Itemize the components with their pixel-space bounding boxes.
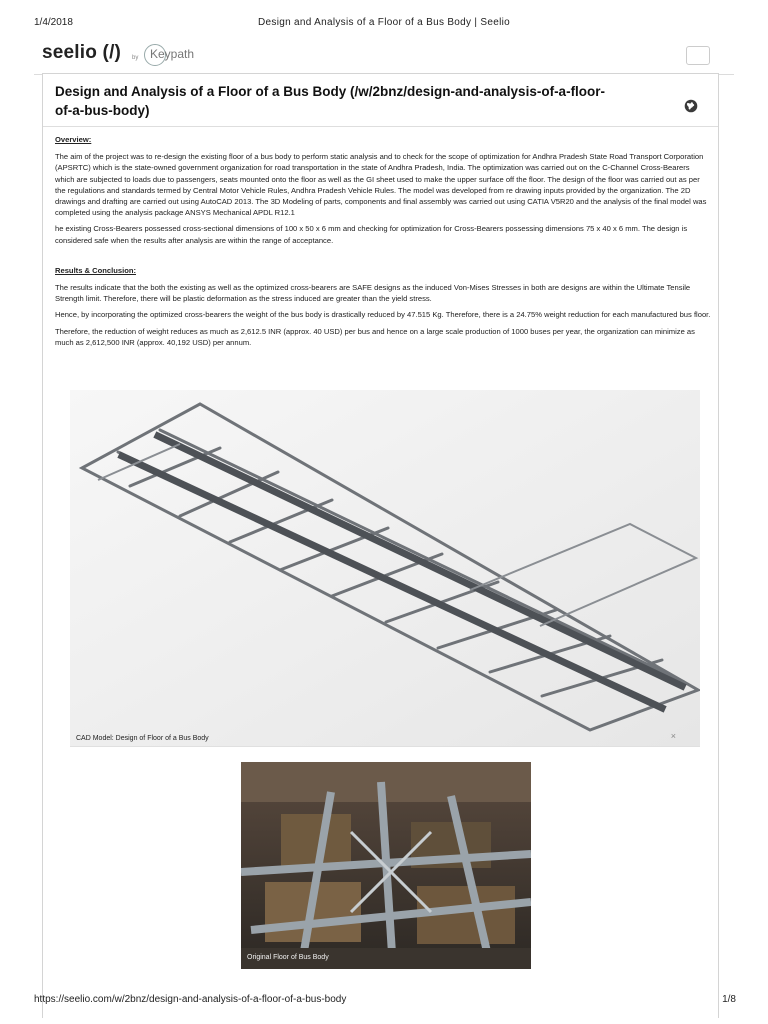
keypath-brand [132,44,195,66]
print-page-number: 1/8 [722,994,736,1005]
results-paragraph-2: Hence, by incorporating the optimized cross-bearers the weight of the bus body is drastically reduced by 47.515 Kg. Therefore, there is a 24.75% weight reduction for each manufactured bus floor. [55,310,711,320]
photo-caption: Original Floor of Bus Body [247,954,329,961]
results-heading: Results & Conclusion: [55,265,137,275]
original-floor-photo [241,762,531,969]
project-header [43,74,718,127]
seelio-logo-link[interactable]: seelio (/) [42,42,122,63]
page-title-link[interactable]: Design and Analysis of a Floor of a Bus Body (/w/2bnz/design-and-analysis-of-a-floor-of-a-bus-body) [55,84,606,118]
cad-model-drawing [70,390,700,746]
close-icon[interactable]: × [670,731,676,741]
site-header [34,38,734,75]
overview-paragraph-1: The aim of the project was to re-design the existing floor of a bus body to perform static analysis and to check for the scope of optimization for Andhra Pradesh State Road Transport Corporation (APSRTC) which is the state-owned government organization for road transportation in the state of Andhra Pradesh, India. The optimization was carried out on the C-Channel Cross-Bearers which are subjected to loads due to passengers, seats mounted onto the floor as well as the GI sheet used to make the upper surface off the floor. The design of the floor was carried out as per the regulations and standards termed by Central Motor Vehicle Rules, Andhra Pradesh Vehicle Rules. The model was developed from re drawing inputs provided by the organization. The 2D drawings and drafting are carried out using AutoCAD 2013. The 3D Modeling of parts, components and final assembly was carried out using CATIA V5R20 and the analysis of the final model was completed using the analysis package ANSYS Mechanical APDL R12.1 [55,152,707,218]
brand-by-text: by [132,55,139,61]
project-description [55,134,711,353]
results-paragraph-1: The results indicate that the both the existing as well as the optimized cross-bearers are SAFE designs as the induced Von-Mises Stresses in both are designs are within the Ultimate Tensile Strength limit. Therefore, there will be plastic deformation as the stress induced are greater than the yield stress. [55,283,691,304]
floor-photo-drawing [241,762,531,969]
print-date: 1/4/2018 [34,17,73,28]
print-title: Design and Analysis of a Floor of a Bus Body | Seelio [258,17,510,28]
project-card [42,73,719,1018]
menu-button[interactable] [686,46,710,65]
brand-name: Keypath [150,47,195,61]
globe-icon[interactable] [684,99,698,113]
overview-heading: Overview: [55,135,92,144]
print-header [0,17,768,31]
print-url: https://seelio.com/w/2bnz/design-and-analysis-of-a-floor-of-a-bus-body [34,994,347,1005]
results-paragraph-3: Therefore, the reduction of weight reduces as much as 2,612.5 INR (approx. 40 USD) per bus and hence on a large scale production of 1000 buses per year, the organization can minimize as much as 2,612,500 INR (approx. 40,192 USD) per annum. [55,326,695,347]
cad-model-image [70,390,700,747]
cad-caption: CAD Model: Design of Floor of a Bus Body [76,735,209,742]
overview-paragraph-2: he existing Cross-Bearers possessed cross-sectional dimensions of 100 x 50 x 6 mm and checking for optimization for Cross-Bearers possessing dimensions 75 x 40 x 6 mm. The design is considered safe when the results after analysis are within the range of acceptance. [55,224,688,245]
